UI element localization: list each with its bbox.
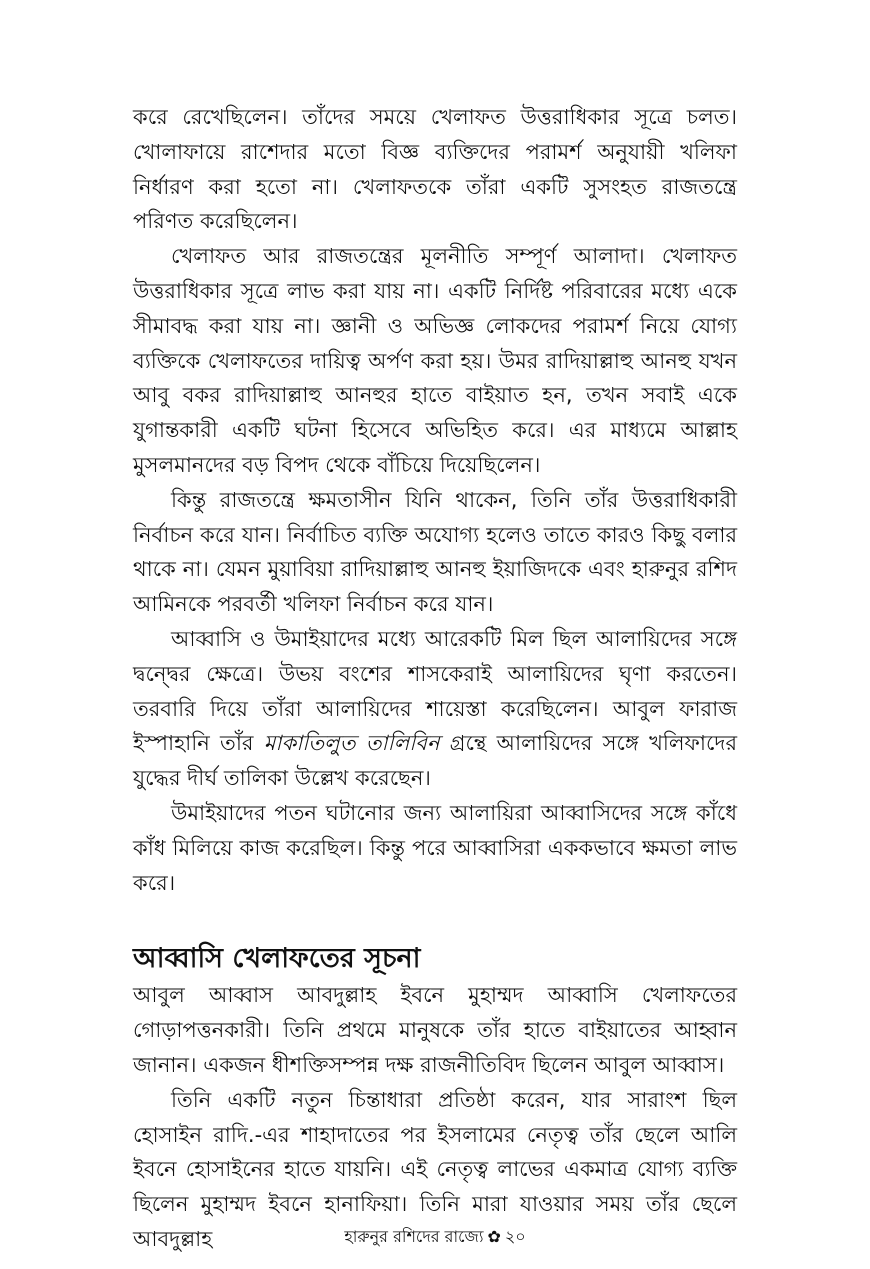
flower-separator-icon: ✿ <box>487 1227 501 1246</box>
paragraph-2: খেলাফত আর রাজতন্ত্রের মূলনীতি সম্পূর্ণ আলাদা। খেলাফত উত্তরাধিকার সূত্রে লাভ করা যায় না। একটি নির্দিষ্ট পরিবারের মধ্যে একে সীমাবদ্ধ করা যায় না। জ্ঞানী ও অভিজ্ঞ লোকদের পরামর্শ নিয়ে যোগ্য ব্যক্তিকে খেলাফতের দায়িত্ব অর্পণ করা হয়। উমর রাদিয়াল্লাহু আনহু যখন আবু বকর রাদিয়াল্লাহু আনহুর হাতে বাইয়াত হন, তখন সবাই একে যুগান্তকারী একটি ঘটনা হিসেবে অভিহিত করে। এর মাধ্যমে আল্লাহ মুসলমানদের বড় বিপদ থেকে বাঁচিয়ে দিয়েছিলেন। <box>133 244 737 477</box>
paragraph-5: উমাইয়াদের পতন ঘটানোর জন্য আলায়িরা আব্বাসিদের সঙ্গে কাঁধে কাঁধ মিলিয়ে কাজ করেছিল। কিন্তু পরে আব্বাসিরা এককভাবে ক্ষমতা লাভ করে। <box>133 800 737 895</box>
paragraph-4 <box>133 622 737 796</box>
paragraph-3: কিন্তু রাজতন্ত্রে ক্ষমতাসীন যিনি থাকেন, তিনি তাঁর উত্তরাধিকারী নির্বাচন করে যান। নির্বাচিত ব্যক্তি অযোগ্য হলেও তাতে কারও কিছু বলার থাকে না। যেমন মুয়াবিয়া রাদিয়াল্লাহু আনহু ইয়াজিদকে এবং হারুনুর রশিদ আমিনকে পরবর্তী খলিফা নির্বাচন করে যান। <box>133 487 737 617</box>
section-paragraph-2: তিনি একটি নতুন চিন্তাধারা প্রতিষ্ঠা করেন, যার সারাংশ ছিল হোসাইন রাদি.-এর শাহাদাতের পর ইসলামের নেতৃত্ব তাঁর ছেলে আলি ইবনে হোসাইনের হাতে যায়নি। এই নেতৃত্ব লাভের একমাত্র যোগ্য ব্যক্তি ছিলেন মুহাম্মদ ইবনে হানাফিয়া। তিনি মারা যাওয়ার সময় তাঁর ছেলে আবদুল্লাহ <box>133 1087 737 1251</box>
paragraph-4-text-before: আব্বাসি ও উমাইয়াদের মধ্যে আরেকটি মিল ছিল আলায়িদের সঙ্গে দ্বন্দ্বের ক্ষেত্রে। উভয় বংশের শাসকেরাই আলায়িদের ঘৃণা করতেন। তরবারি দিয়ে তাঁরা আলায়িদের শায়েস্তা করেছিলেন। আবুল ফারাজ ইস্পাহানি তাঁর <box>133 626 737 756</box>
book-title-italic: মাকাতিলুত তালিবিন <box>263 731 440 756</box>
section-heading: আব্বাসি খেলাফতের সূচনা <box>133 943 421 975</box>
document-page <box>133 100 737 1257</box>
paragraph-1: করে রেখেছিলেন। তাঁদের সময়ে খেলাফত উত্তরাধিকার সূত্রে চলত। খোলাফায়ে রাশেদার মতো বিজ্ঞ ব্যক্তিদের পরামর্শ অনুযায়ী খলিফা নির্ধারণ করা হতো না। খেলাফতকে তাঁরা একটি সুসংহত রাজতন্ত্রে পরিণত করেছিলেন। <box>133 105 737 234</box>
section-paragraph-1: আবুল আব্বাস আবদুল্লাহ ইবনে মুহাম্মদ আব্বাসি খেলাফতের গোড়াপত্তনকারী। তিনি প্রথমে মানুষকে তাঁর হাতে বাইয়াতের আহ্বান জানান। একজন ধীশক্তিসম্পন্ন দক্ষ রাজনীতিবিদ ছিলেন আবুল আব্বাস। <box>133 983 737 1077</box>
footer-page-number: ২০ <box>504 1227 526 1246</box>
page-footer <box>0 1226 870 1248</box>
footer-book-name: হারুনুর রশিদের রাজ্যে <box>344 1227 484 1246</box>
paragraph-4-text-after: গ্রন্থে আলায়িদের সঙ্গে খলিফাদের যুদ্ধের দীর্ঘ তালিকা উল্লেখ করেছেন। <box>133 731 738 791</box>
